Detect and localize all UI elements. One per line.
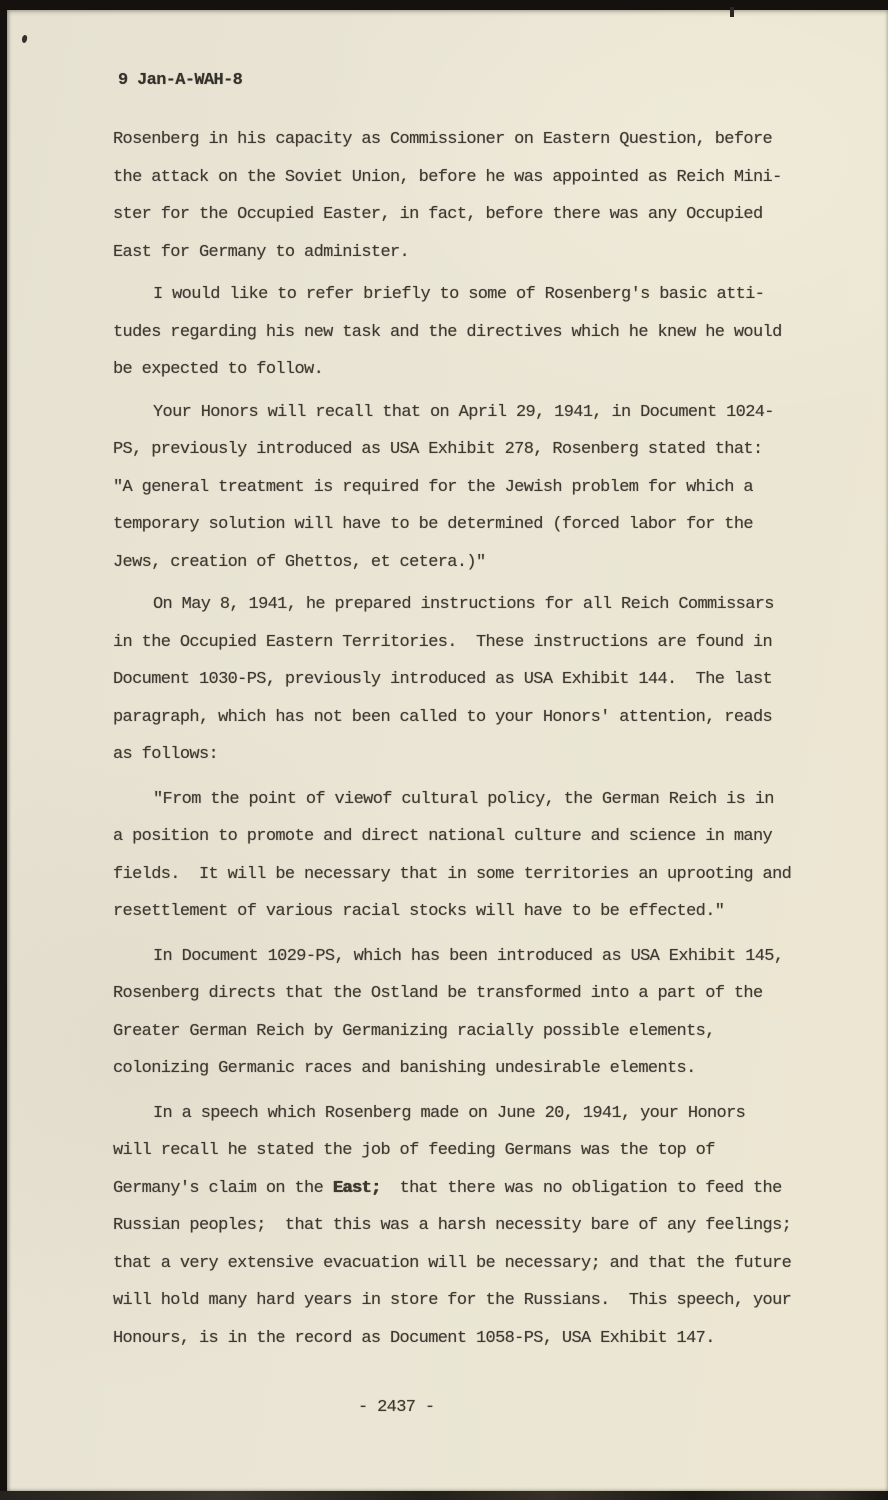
text-segment: Germany's claim on the — [113, 1178, 333, 1198]
text-line: will recall he stated the job of feeding Germans was the top of — [113, 1141, 715, 1160]
text-line: the attack on the Soviet Union, before he was appointed as Reich Mini- — [113, 167, 782, 187]
text-line: resettlement of various racial stocks will have to be effected." — [113, 902, 725, 921]
text-line: Greater German Reich by Germanizing racially possible elements, — [113, 1021, 715, 1041]
text-line: "From the point of viewof cultural policy, the German Reich is in — [153, 789, 774, 809]
text-line: Jews, creation of Ghettos, et cetera.)" — [113, 552, 486, 572]
text-line: a position to promote and direct national culture and science in many — [113, 827, 773, 846]
text-line: On May 8, 1941, he prepared instructions for all Reich Commissars — [153, 595, 774, 614]
text-line: paragraph, which has not been called to your Honors' attention, reads — [113, 707, 773, 727]
paper-sheet — [7, 10, 888, 1492]
overstruck-text: East; — [332, 1178, 381, 1198]
text-line: Russian peoples; that this was a harsh necessity bare of any feelings; — [113, 1216, 792, 1235]
text-line — [113, 1170, 833, 1208]
page-header: 9 Jan-A-WAH-8 — [118, 71, 243, 90]
scan-artifact-mark — [730, 7, 734, 17]
text-line: that a very extensive evacuation will be necessary; and that the future — [113, 1253, 792, 1273]
text-line: In Document 1029-PS, which has been introduced as USA Exhibit 145, — [153, 946, 784, 966]
text-line: Your Honors will recall that on April 29, 1941, in Document 1024- — [153, 402, 774, 422]
text-segment: that there was no obligation to feed the — [380, 1178, 782, 1198]
text-line: Rosenberg directs that the Ostland be transformed into a part of the — [113, 984, 763, 1003]
paragraph — [113, 781, 833, 931]
document-body — [113, 121, 833, 1357]
paragraph — [113, 938, 833, 1088]
text-line: Document 1030-PS, previously introduced as USA Exhibit 144. The last — [113, 670, 773, 689]
text-line: I would like to refer briefly to some of Rosenberg's basic atti- — [153, 285, 765, 304]
text-line: as follows: — [113, 745, 219, 764]
page-number: - 2437 - — [358, 1398, 435, 1417]
text-line: PS, previously introduced as USA Exhibit 278, Rosenberg stated that: — [113, 440, 763, 459]
text-line: tudes regarding his new task and the directives which he knew he would — [113, 322, 782, 342]
text-line: colonizing Germanic races and banishing undesirable elements. — [113, 1059, 696, 1078]
scan-edge-bottom — [0, 1491, 888, 1500]
text-line: fields. It will be necessary that in some territories an uprooting and — [113, 864, 792, 884]
text-line: temporary solution will have to be determined (forced labor for the — [113, 515, 753, 534]
paragraph — [113, 121, 833, 271]
text-line: ster for the Occupied Easter, in fact, before there was any Occupied — [113, 205, 763, 224]
text-line: "A general treatment is required for the Jewish problem for which a — [113, 477, 753, 497]
text-line: be expected to follow. — [113, 360, 324, 379]
paragraph — [113, 1095, 833, 1358]
paragraph — [113, 276, 833, 389]
ink-speck — [21, 35, 28, 44]
paragraph — [113, 586, 833, 774]
text-line: Honours, is in the record as Document 1058-PS, USA Exhibit 147. — [113, 1328, 715, 1348]
text-line: East for Germany to administer. — [113, 242, 410, 262]
text-line: Rosenberg in his capacity as Commissioner on Eastern Question, before — [113, 130, 773, 149]
paragraph — [113, 394, 833, 582]
text-line: In a speech which Rosenberg made on June 20, 1941, your Honors — [153, 1103, 746, 1123]
text-line: in the Occupied Eastern Territories. These instructions are found in — [113, 632, 773, 652]
text-line: will hold many hard years in store for the Russians. This speech, your — [113, 1291, 792, 1310]
